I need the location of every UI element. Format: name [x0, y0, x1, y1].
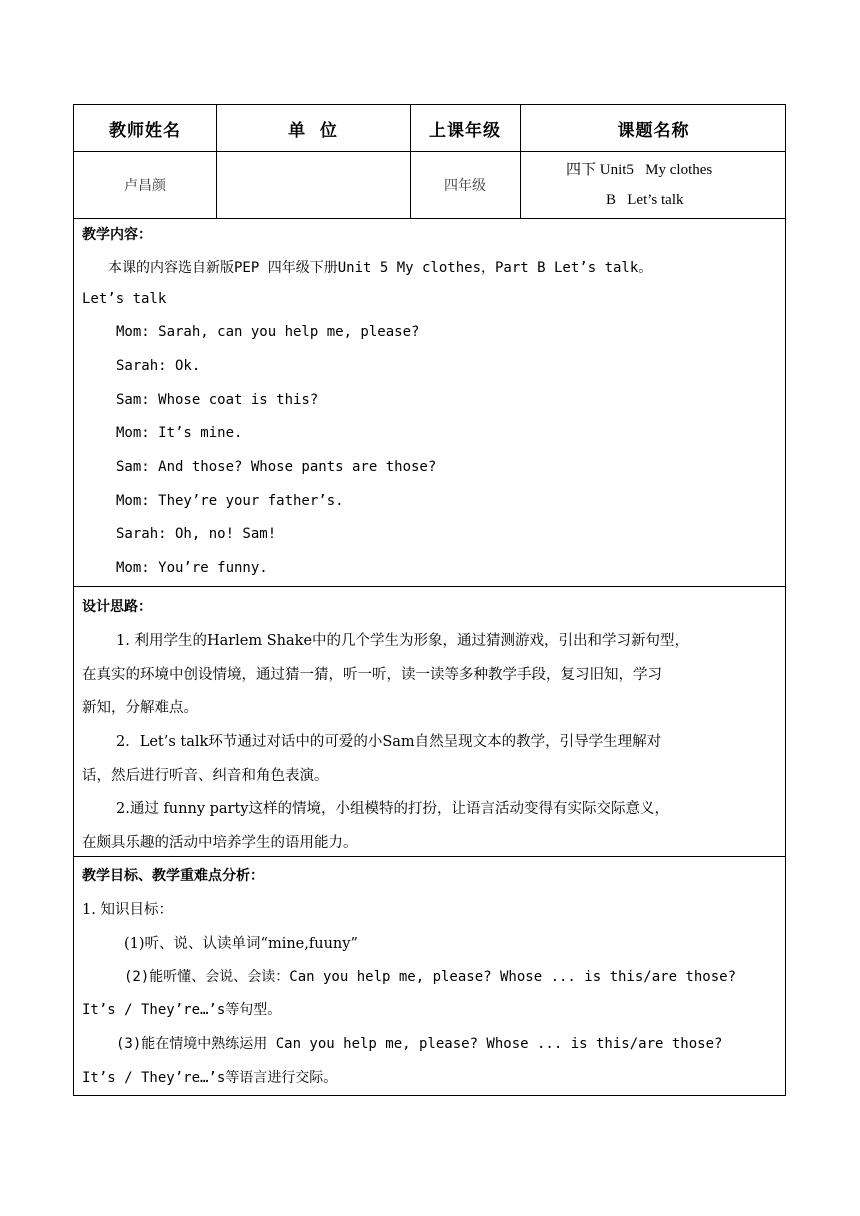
dialogue-line: Sarah: Oh, no! Sam! — [116, 526, 277, 542]
dialogue-line: Sam: And those? Whose pants are those? — [116, 459, 437, 475]
divider — [74, 586, 785, 587]
lesson-plan-table — [73, 104, 786, 1096]
content-intro: 本课的内容选自新版PEP 四年级下册Unit 5 My clothes，Part B Let’s talk。 — [108, 260, 653, 276]
dialogue-line: Mom: It’s mine. — [116, 425, 243, 441]
dialogue-line: Sam: Whose coat is this? — [116, 392, 319, 408]
content-subtitle: Let’s talk — [82, 291, 167, 307]
dialogue-line: Sarah: Ok. — [116, 358, 201, 374]
topic-header: 课题名称 — [617, 120, 690, 141]
goals-line: (2)能听懂、会说、会读：Can you help me, please? Whose ... is this/are those? — [124, 969, 737, 985]
divider — [74, 218, 785, 219]
goals-line: (3)能在情境中熟练运用 Can you help me, please? Whose ... is this/are those? — [116, 1036, 723, 1052]
divider — [74, 856, 785, 857]
goals-line: It’s / They’re…’s等句型。 — [82, 1002, 282, 1018]
design-title: 设计思路： — [82, 599, 152, 615]
topic-line-1: 四下 Unit5 My clothes — [566, 162, 713, 178]
grade-value: 四年级 — [444, 177, 486, 194]
unit-value — [216, 151, 410, 218]
design-line: 2．Let’s talk环节通过对话中的可爱的小Sam自然呈现文本的教学，引导学生理解对 — [116, 734, 662, 750]
topic-line-2: B Let’s talk — [606, 192, 684, 208]
goals-line: (1)听、说、认读单词“mine,fuuny” — [124, 936, 358, 952]
teacher-name-value: 卢昌颜 — [124, 177, 166, 194]
goals-line: It’s / They’re…’s等语言进行交际。 — [82, 1070, 338, 1086]
teacher-name-header: 教师姓名 — [109, 120, 181, 141]
design-line: 新知，分解难点。 — [82, 700, 198, 716]
design-line: 在真实的环境中创设情境，通过猜一猜，听一听，读一读等多种教学手段，复习旧知，学习 — [82, 667, 662, 683]
unit-header: 单 位 — [288, 120, 338, 141]
design-line: 1. 利用学生的Harlem Shake中的几个学生为形象，通过猜测游戏，引出和学习新句型， — [116, 633, 690, 649]
dialogue-line: Mom: They’re your father’s. — [116, 493, 344, 509]
content-title: 教学内容： — [82, 227, 152, 243]
grade-header: 上课年级 — [429, 120, 501, 141]
design-line: 在颇具乐趣的活动中培养学生的语用能力。 — [82, 835, 358, 851]
goals-line: 1. 知识目标： — [82, 902, 173, 918]
dialogue-line: Mom: You’re funny. — [116, 560, 268, 576]
goals-title: 教学目标、教学重难点分析： — [82, 868, 264, 884]
dialogue-line: Mom: Sarah, can you help me, please? — [116, 324, 420, 340]
design-line: 2.通过 funny party这样的情境，小组模特的打扮，让语言活动变得有实际交际意义， — [116, 801, 670, 817]
design-line: 话，然后进行听音、纠音和角色表演。 — [82, 768, 329, 784]
